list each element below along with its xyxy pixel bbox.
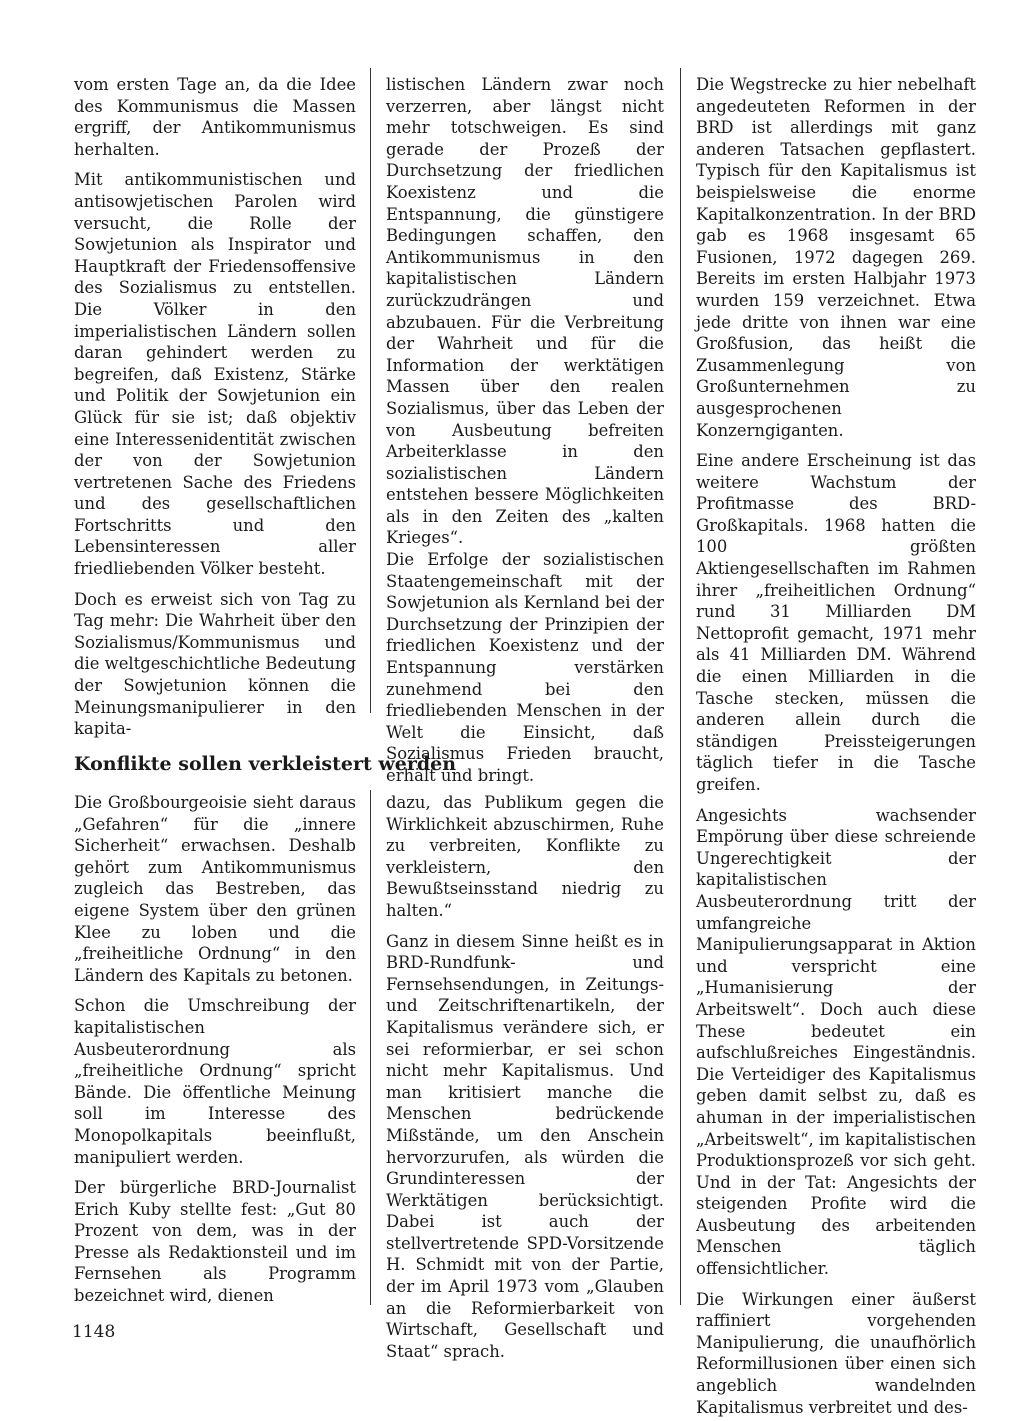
top-column-1 bbox=[74, 74, 356, 740]
column-rule bbox=[680, 68, 681, 1305]
paragraph: Der bürgerliche BRD-Journalist Erich Kuby stellte fest: „Gut 80 Prozent von dem, was in der Presse als Redaktionsteil und im Fernsehen als Programm bezeichnet wird, dienen bbox=[74, 1178, 356, 1306]
paragraph: Ganz in diesem Sinne heißt es in BRD-Rundfunk- und Fernsehsendungen, in Zeitungs- und Zeitschriftenartikeln, der Kapitalismus verändere sich, er sei reformierbar, er sei schon nicht mehr Kapitalismus. Und man kritisiert manche die Menschen bedrückende Mißstände, um den Anschein hervorzurufen, als würden die Grundinteressen der Werktätigen berücksichtigt. Dabei ist auch der stellvertretende SPD-Vorsitzende H. Schmidt mit von der Partie, der im April 1973 vom „Glauben an die Reformierbarkeit von Wirtschaft, Gesellschaft und Staat“ sprach. bbox=[386, 931, 664, 1361]
top-column-2 bbox=[386, 74, 664, 787]
paragraph: Eine andere Erscheinung ist das weitere Wachstum der Profitmasse des BRD-Großkapitals. 1968 hatten die 100 größten Aktiengesellschaften im Rahmen ihrer „freiheitlichen Ordnung“ rund 31 Milliarden DM Nettoprofit gemacht, 1971 mehr als 41 Milliarden DM. Während die einen Milliarden in die Tasche stecken, müssen die anderen allein durch die ständigen Preissteigerungen täglich tiefer in die Tasche greifen. bbox=[696, 451, 976, 794]
page-number: 1148 bbox=[72, 1322, 116, 1342]
column-rule bbox=[370, 68, 371, 713]
right-column bbox=[696, 74, 976, 1418]
column-rule bbox=[370, 790, 371, 1305]
paragraph: Die Erfolge der sozialistischen Staatengemeinschaft mit der Sowjetunion als Kernland bei der Durchsetzung der Prinzipien der friedlichen Koexistenz und der Entspannung verstärken zunehmend bei den friedliebenden Menschen in der Welt die Einsicht, daß Sozialismus Frieden braucht, erhält und bringt. bbox=[386, 550, 664, 785]
paragraph: dazu, das Publikum gegen die Wirklichkeit abzuschirmen, Ruhe zu verbreiten, Konflikte zu verkleistern, den Bewußtseinsstand niedrig zu halten.“ bbox=[386, 793, 664, 920]
bottom-column-2 bbox=[386, 792, 664, 1362]
paragraph: Die Wegstrecke zu hier nebelhaft angedeuteten Reformen in der BRD ist allerdings mit ganz anderen Tatsachen gepflastert. Typisch für den Kapitalismus ist beispielsweise die enorme Kapitalkonzentration. In der BRD gab es 1968 insgesamt 65 Fusionen, 1972 dagegen 269. Bereits im ersten Halbjahr 1973 wurden 159 verzeichnet. Etwa jede dritte von ihnen war eine Großfusion, das heißt die Zusammenlegung von Großunternehmen zu ausgesprochenen Konzerngiganten. bbox=[696, 75, 976, 440]
bottom-column-1 bbox=[74, 792, 356, 1307]
paragraph: Doch es erweist sich von Tag zu Tag mehr: Die Wahrheit über den Sozialismus/Kommunismus und die weltgeschichtliche Bedeutung der Sowjetunion können die Meinungsmanipulierer in den kapita- bbox=[74, 589, 356, 739]
paragraph: Die Großbourgeoisie sieht daraus „Gefahren“ für die „innere Sicherheit“ erwachsen. Deshalb gehört zum Antikommunismus zugleich das Bestreben, das eigene System über den grünen Klee zu loben und die „freiheitliche Ordnung“ in den Ländern des Kapitals zu betonen. bbox=[74, 793, 356, 985]
paragraph: listischen Ländern zwar noch verzerren, aber längst nicht mehr totschweigen. Es sind gerade der Prozeß der Durchsetzung der friedlichen Koexistenz und die Entspannung, die günstigere Bedingungen schaffen, den Antikommunismus in den kapitalistischen Ländern zurückzudrängen und abzubauen. Für die Verbreitung der Wahrheit und für die Information der werktätigen Massen über den realen Sozialismus, über das Leben der von Ausbeutung befreiten Arbeiterklasse in den sozialistischen Ländern entstehen bessere Möglichkeiten als in den Zeiten des „kalten Krieges“. bbox=[386, 75, 664, 548]
paragraph: vom ersten Tage an, da die Idee des Kommunismus die Massen ergriff, der Antikommunismus herhalten. bbox=[74, 75, 356, 159]
paragraph: Schon die Umschreibung der kapitalistischen Ausbeuterordnung als „freiheitliche Ordnung“ spricht Bände. Die öffentliche Meinung soll im Interesse des Monopolkapitals beeinflußt, manipuliert werden. bbox=[74, 996, 356, 1167]
section-heading: Konflikte sollen verkleistert werden bbox=[74, 753, 457, 775]
paragraph: Angesichts wachsender Empörung über diese schreiende Ungerechtigkeit der kapitalistischen Ausbeuterordnung tritt der umfangreiche Manipulierungsapparat in Aktion und verspricht eine „Humanisierung der Arbeitswelt“. Doch auch diese These bedeutet ein aufschlußreiches Eingeständnis. Die Verteidiger des Kapitalismus geben damit selbst zu, daß es ahuman in der imperialistischen „Arbeitswelt“, im kapitalistischen Produktionsprozeß vor sich geht. Und in der Tat: Angesichts der steigenden Profite wird die Ausbeutung des arbeitenden Menschen täglich offensichtlicher. bbox=[696, 805, 976, 1279]
paragraph: Mit antikommunistischen und antisowjetischen Parolen wird versucht, die Rolle der Sowjetunion als Inspirator und Hauptkraft der Friedensoffensive des Sozialismus zu entstellen. Die Völker in den imperialistischen Ländern sollen daran gehindert werden zu begreifen, daß Existenz, Stärke und Politik der Sowjetunion ein Glück für sie ist; daß objektiv eine Interessenidentität zwischen der von der Sowjetunion vertretenen Sache des Friedens und des gesellschaftlichen Fortschritts und den Lebensinteressen aller friedliebenden Völker besteht. bbox=[74, 170, 356, 579]
paragraph: Die Wirkungen einer äußerst raffiniert vorgehenden Manipulierung, die unaufhörlich Reformillusionen über einen sich angeblich wandelnden Kapitalismus verbreitet und des- bbox=[696, 1289, 976, 1417]
